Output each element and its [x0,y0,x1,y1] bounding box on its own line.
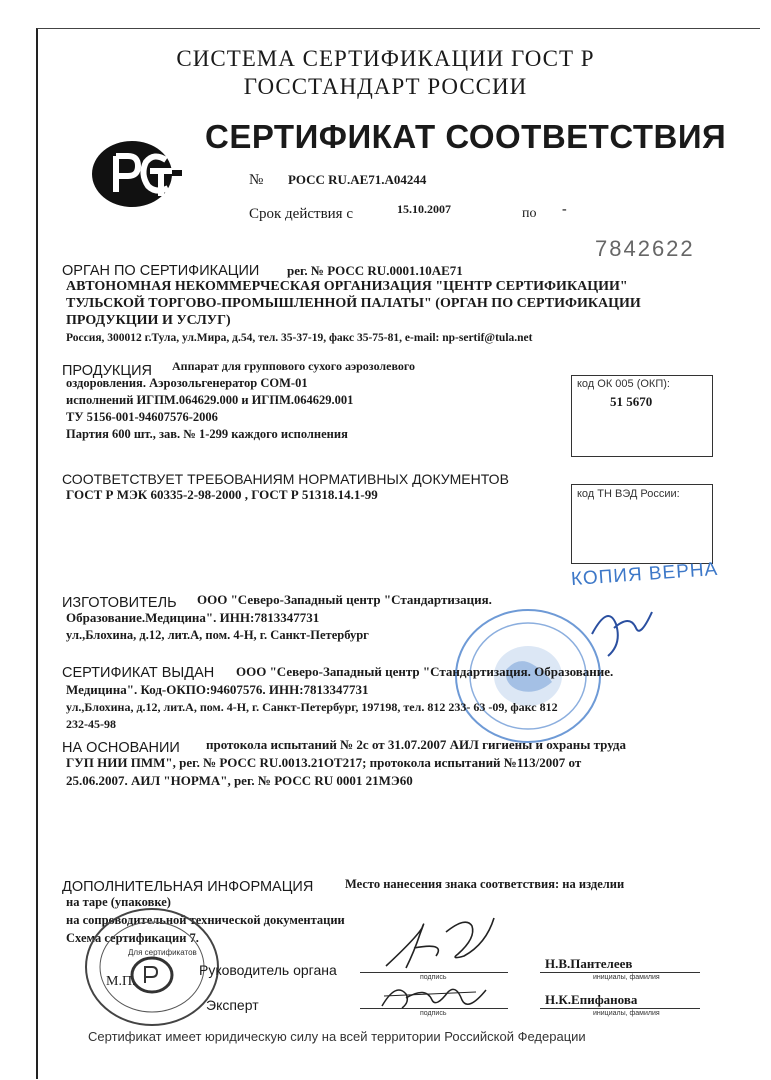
number-label: № [249,172,264,188]
manufacturer-line2: Образование.Медицина". ИНН:7813347731 [66,610,320,625]
copy-verified-stamp: КОПИЯ ВЕРНА [570,558,719,591]
additional-line3: на сопроводительной технической документации [66,913,345,927]
header-line2: ГОССТАНДАРТ РОССИИ [243,74,528,99]
expert-name-line [540,1008,700,1009]
organ-line2: ТУЛЬСКОЙ ТОРГОВО-ПРОМЫШЛЕННОЙ ПАЛАТЫ" (ОРГАН ПО СЕРТИФИКАЦИИ [66,296,641,311]
basis-line3: 25.06.2007. АИЛ "НОРМА", рег. № РОСС RU 0001 21МЭ60 [66,773,413,788]
organ-line1: АВТОНОМНАЯ НЕКОММЕРЧЕСКАЯ ОРГАНИЗАЦИЯ "ЦЕНТР СЕРТИФИКАЦИИ" [66,279,628,294]
product-label: ПРОДУКЦИЯ [62,363,152,379]
validity-label: Срок действия с [249,206,353,222]
tnved-code-label: код ТН ВЭД России: [577,488,680,500]
head-signature-caption: подпись [420,974,447,981]
expert-name-caption: инициалы, фамилия [593,1010,660,1017]
conformity-value: ГОСТ Р МЭК 60335-2-98-2000 , ГОСТ Р 51318.14.1-99 [66,487,378,502]
okp-code-label: код ОК 005 (ОКП): [577,378,670,390]
expert-signature-caption: подпись [420,1010,447,1017]
footer-note: Сертификат имеет юридическую силу на всей территории Российской Федерации [88,1029,586,1044]
basis-line2: ГУП НИИ ПММ", рег. № РОСС RU.0013.21ОТ217; протокола испытаний №113/2007 от [66,755,582,770]
manufacturer-line1: ООО "Северо-Западный центр "Стандартизация. [197,592,492,607]
certificate-title: СЕРТИФИКАТ СООТВЕТСТВИЯ [205,118,727,155]
manufacturer-label: ИЗГОТОВИТЕЛЬ [62,595,177,611]
product-line5: Партия 600 шт., зав. № 1-299 каждого исполнения [66,427,348,441]
manufacturer-line3: ул.,Блохина, д.12, лит.А, пом. 4-Н, г. Санкт-Петербург [66,628,369,642]
head-signature [376,908,506,981]
validity-from: 15.10.2007 [397,202,451,216]
gost-r-logo [88,138,184,215]
additional-line2: на таре (упаковке) [66,895,171,909]
organ-reg: рег. № РОСС RU.0001.10AE71 [287,263,463,278]
expert-signature [376,978,496,1023]
header-line1: СИСТЕМА СЕРТИФИКАЦИИ ГОСТ Р [176,46,595,71]
okp-code-value: 51 5670 [610,394,653,409]
organ-address: Россия, 300012 г.Тула, ул.Мира, д.54, тел. 35-37-19, факс 35-75-81, e-mail: np-sertif@tula.net [66,332,533,344]
issued-line2: Медицина". Код-ОКПО:94607576. ИНН:7813347731 [66,682,369,697]
additional-label: ДОПОЛНИТЕЛЬНАЯ ИНФОРМАЦИЯ [62,879,314,895]
product-line3: исполнений ИГПМ.064629.000 и ИГПМ.064629.001 [66,393,354,407]
expert-label: Эксперт [206,997,259,1013]
product-line2: оздоровления. Аэрозольгенератор СОМ-01 [66,376,308,390]
basis-line1: протокола испытаний № 2с от 31.07.2007 АИЛ гигиены и охраны труда [206,737,626,752]
seal-text: Для сертификатов [128,948,197,957]
validity-to: - [562,202,567,217]
issued-line4: 232-45-98 [66,717,116,731]
head-name-caption: инициалы, фамилия [593,974,660,981]
issued-line1: ООО "Северо-Западный центр "Стандартизация. Образование. [236,664,614,679]
conformity-label: СООТВЕТСТВУЕТ ТРЕБОВАНИЯМ НОРМАТИВНЫХ ДОКУМЕНТОВ [62,471,509,487]
serial-number: 7842622 [595,236,695,261]
head-name-line [540,972,700,973]
organ-label: ОРГАН ПО СЕРТИФИКАЦИИ [62,263,260,279]
validity-to-label: по [522,206,537,221]
head-name: Н.В.Пантелеев [545,956,633,971]
additional-line1: Место нанесения знака соответствия: на изделии [345,877,625,891]
organ-line3: ПРОДУКЦИИ И УСЛУГ) [66,313,231,328]
issued-label: СЕРТИФИКАТ ВЫДАН [62,665,215,681]
expert-name: Н.К.Епифанова [545,992,638,1007]
product-line1: Аппарат для группового сухого аэрозолевого [172,359,416,373]
basis-label: НА ОСНОВАНИИ [62,740,180,756]
stamp-place-label: М.П. [106,974,136,989]
head-label: Руководитель органа [199,962,337,978]
additional-line4: Схема сертификации 7. [66,931,199,945]
verification-signature [578,594,658,669]
issued-line3: ул.,Блохина, д.12, лит.А, пом. 4-Н, г. Санкт-Петербург, 197198, тел. 812 233- 63 -09, факс 812 [66,700,558,714]
product-line4: ТУ 5156-001-94607576-2006 [66,410,218,424]
number-value: РОСС RU.AE71.A04244 [288,172,427,187]
